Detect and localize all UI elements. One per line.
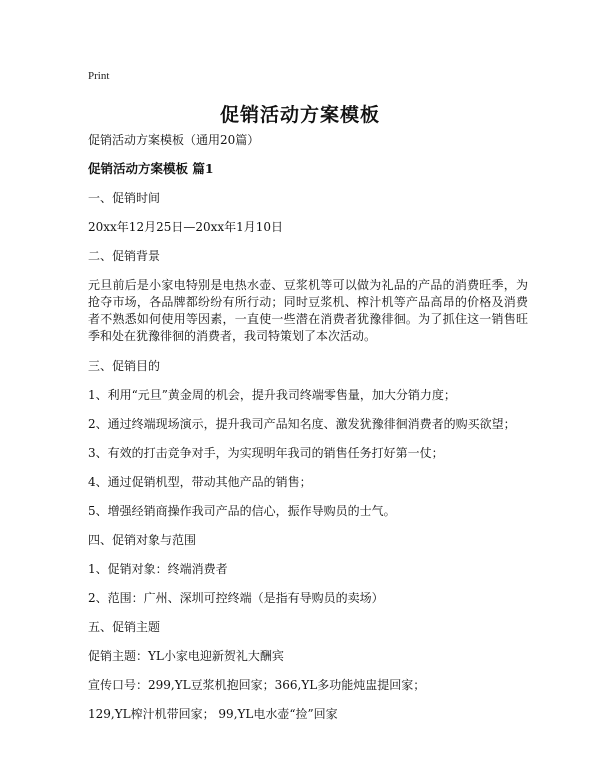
promotion-background-text: 元旦前后是小家电特别是电热水壶、豆浆机等可以做为礼品的产品的消费旺季，为抢夺市场，各品牌都纷纷有所行动；同时豆浆机、榨汁机等产品高昂的价格及消费者不熟悉如何使用等因素，一直使一些潜在消费者犹豫徘徊。为了抓住这一销售旺季和处在犹豫徘徊的消费者，我司特策划了本次活动。	[88, 278, 528, 343]
section-title: 促销活动方案模板 篇1	[88, 161, 214, 176]
target-item-2: 2、范围：广州、深圳可控终端（是指有导购员的卖场）	[88, 591, 384, 605]
heading-target-and-scope: 四、促销对象与范围	[88, 533, 197, 547]
print-label[interactable]: Print	[88, 70, 110, 82]
target-item-1: 1、促销对象：终端消费者	[88, 562, 228, 576]
goal-item-2: 2、通过终端现场演示，提升我司产品知名度、激发犹豫徘徊消费者的购买欲望；	[88, 417, 516, 431]
document-title: 促销活动方案模板	[219, 104, 380, 126]
promotion-theme-text: 促销主题：YL小家电迎新贺礼大酬宾	[88, 649, 284, 663]
heading-promotion-time: 一、促销时间	[88, 191, 161, 205]
slogan-line-1: 宣传口号：299,YL豆浆机抱回家；366,YL多功能炖盅提回家；	[88, 678, 426, 692]
heading-promotion-background: 二、促销背景	[88, 249, 161, 263]
goal-item-4: 4、通过促销机型，带动其他产品的销售；	[88, 475, 312, 489]
slogan-line-2: 129,YL榨汁机带回家； 99,YL电水壶“捡”回家	[88, 707, 338, 721]
heading-promotion-theme: 五、促销主题	[88, 620, 161, 634]
goal-item-3: 3、有效的打击竞争对手，为实现明年我司的销售任务打好第一仗；	[88, 446, 444, 460]
goal-item-1: 1、利用“元旦”黄金周的机会，提升我司终端零售量，加大分销力度；	[88, 388, 456, 402]
goal-item-5: 5、增强经销商操作我司产品的信心，振作导购员的士气。	[88, 504, 396, 518]
promotion-time-value: 20xx年12月25日—20xx年1月10日	[88, 220, 284, 234]
heading-promotion-goals: 三、促销目的	[88, 359, 161, 373]
intro-line: 促销活动方案模板（通用20篇）	[88, 133, 260, 147]
document-body	[88, 132, 528, 735]
